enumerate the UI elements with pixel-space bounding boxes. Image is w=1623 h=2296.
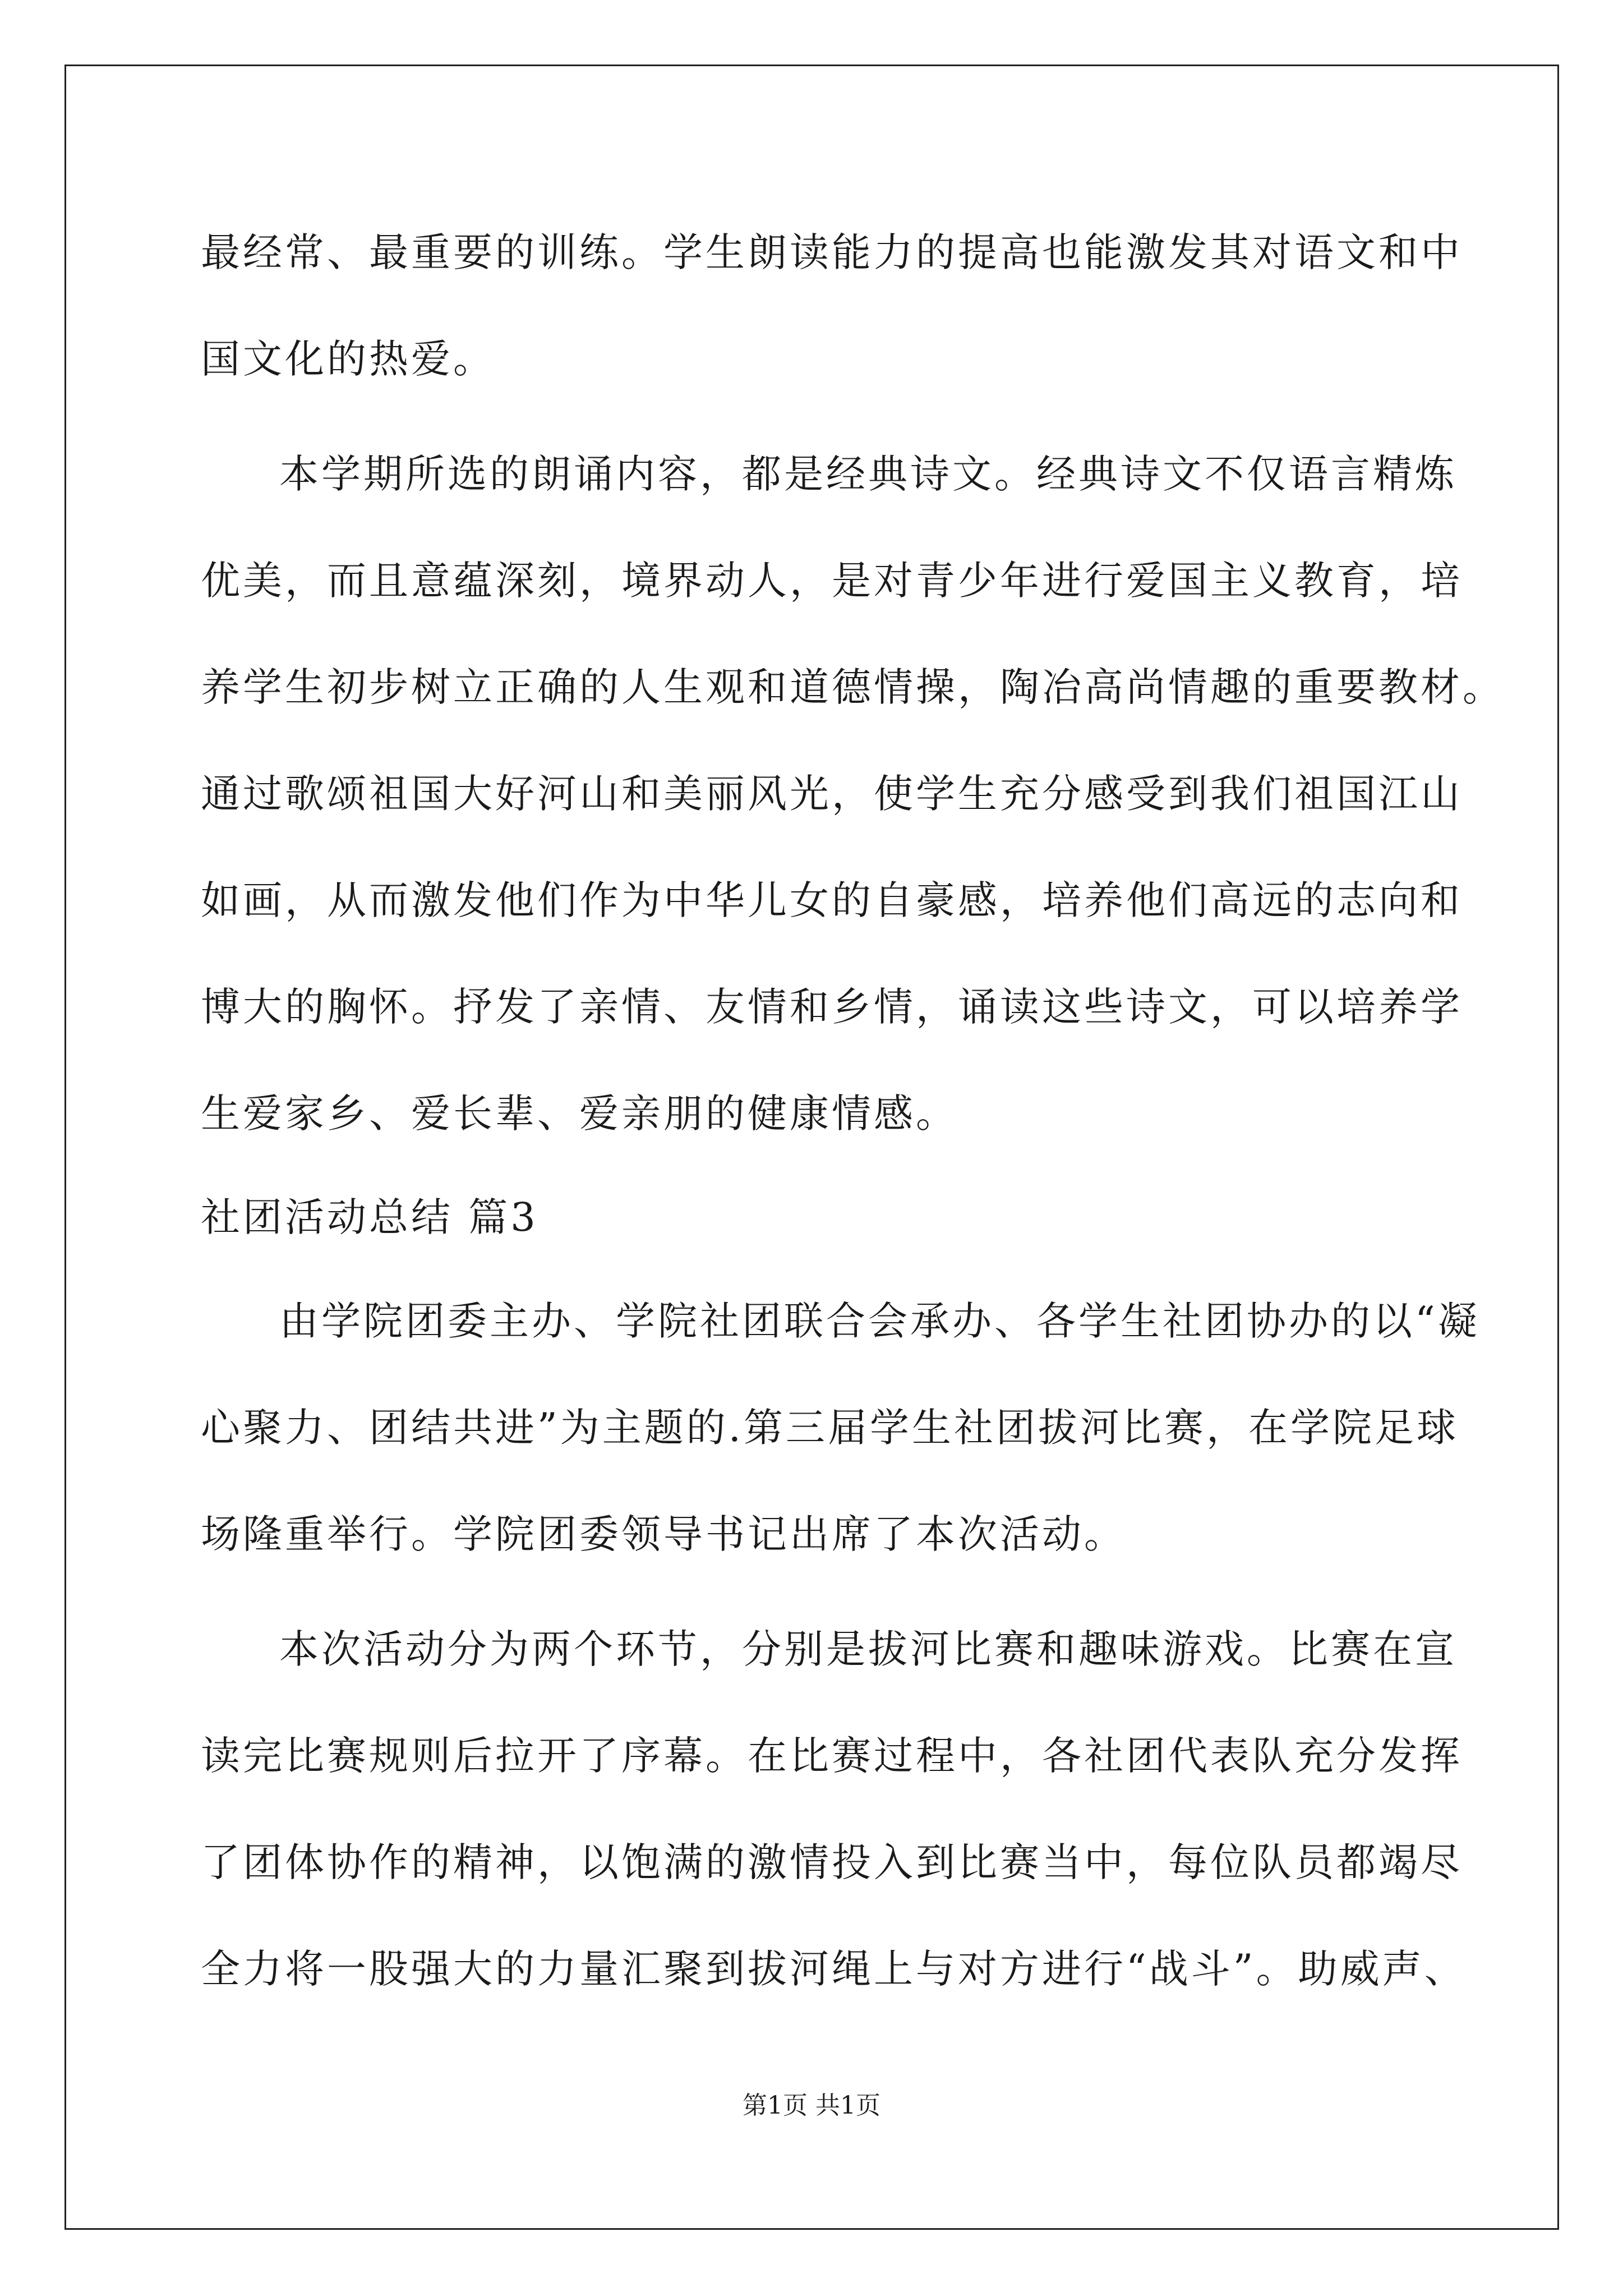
text-line-7: 如画，从而激发他们作为中华儿女的自豪感，培养他们高远的志向和 xyxy=(201,877,1463,923)
text-line-9: 生爱家乡、爱长辈、爱亲朋的健康情感。 xyxy=(201,1091,958,1137)
text-line-1: 最经常、最重要的训练。学生朗读能力的提高也能激发其对语文和中 xyxy=(201,229,1463,275)
page-border xyxy=(64,65,1559,2230)
paragraph-4-line-1: 本次活动分为两个环节，分别是拔河比赛和趣味游戏。比赛在宣 xyxy=(279,1626,1457,1672)
page-footer: 第1页 共1页 xyxy=(743,2091,880,2120)
section-heading: 社团活动总结 篇3 xyxy=(201,1194,538,1240)
text-line-16: 了团体协作的精神，以饱满的激情投入到比赛当中，每位队员都竭尽 xyxy=(201,1839,1463,1885)
text-line-6: 通过歌颂祖国大好河山和美丽风光，使学生充分感受到我们祖国江山 xyxy=(201,771,1463,817)
text-line-5: 养学生初步树立正确的人生观和道德情操，陶冶高尚情趣的重要教材。 xyxy=(201,664,1505,710)
text-line-12: 心聚力、团结共进”为主题的.第三届学生社团拔河比赛，在学院足球 xyxy=(201,1405,1459,1451)
text-line-13: 场隆重举行。学院团委领导书记出席了本次活动。 xyxy=(201,1511,1126,1557)
paragraph-2-line-1: 本学期所选的朗诵内容，都是经典诗文。经典诗文不仅语言精炼 xyxy=(279,451,1457,497)
paragraph-3-line-1: 由学院团委主办、学院社团联合会承办、各学生社团协办的以“凝 xyxy=(279,1298,1480,1344)
text-line-2: 国文化的热爱。 xyxy=(201,336,495,382)
text-line-15: 读完比赛规则后拉开了序幕。在比赛过程中，各社团代表队充分发挥 xyxy=(201,1733,1463,1779)
text-line-17: 全力将一股强大的力量汇聚到拔河绳上与对方进行“战斗”。助威声、 xyxy=(201,1946,1467,1992)
text-line-4: 优美，而且意蕴深刻，境界动人，是对青少年进行爱国主义教育，培 xyxy=(201,558,1463,604)
text-line-8: 博大的胸怀。抒发了亲情、友情和乡情，诵读这些诗文，可以培养学 xyxy=(201,984,1463,1030)
